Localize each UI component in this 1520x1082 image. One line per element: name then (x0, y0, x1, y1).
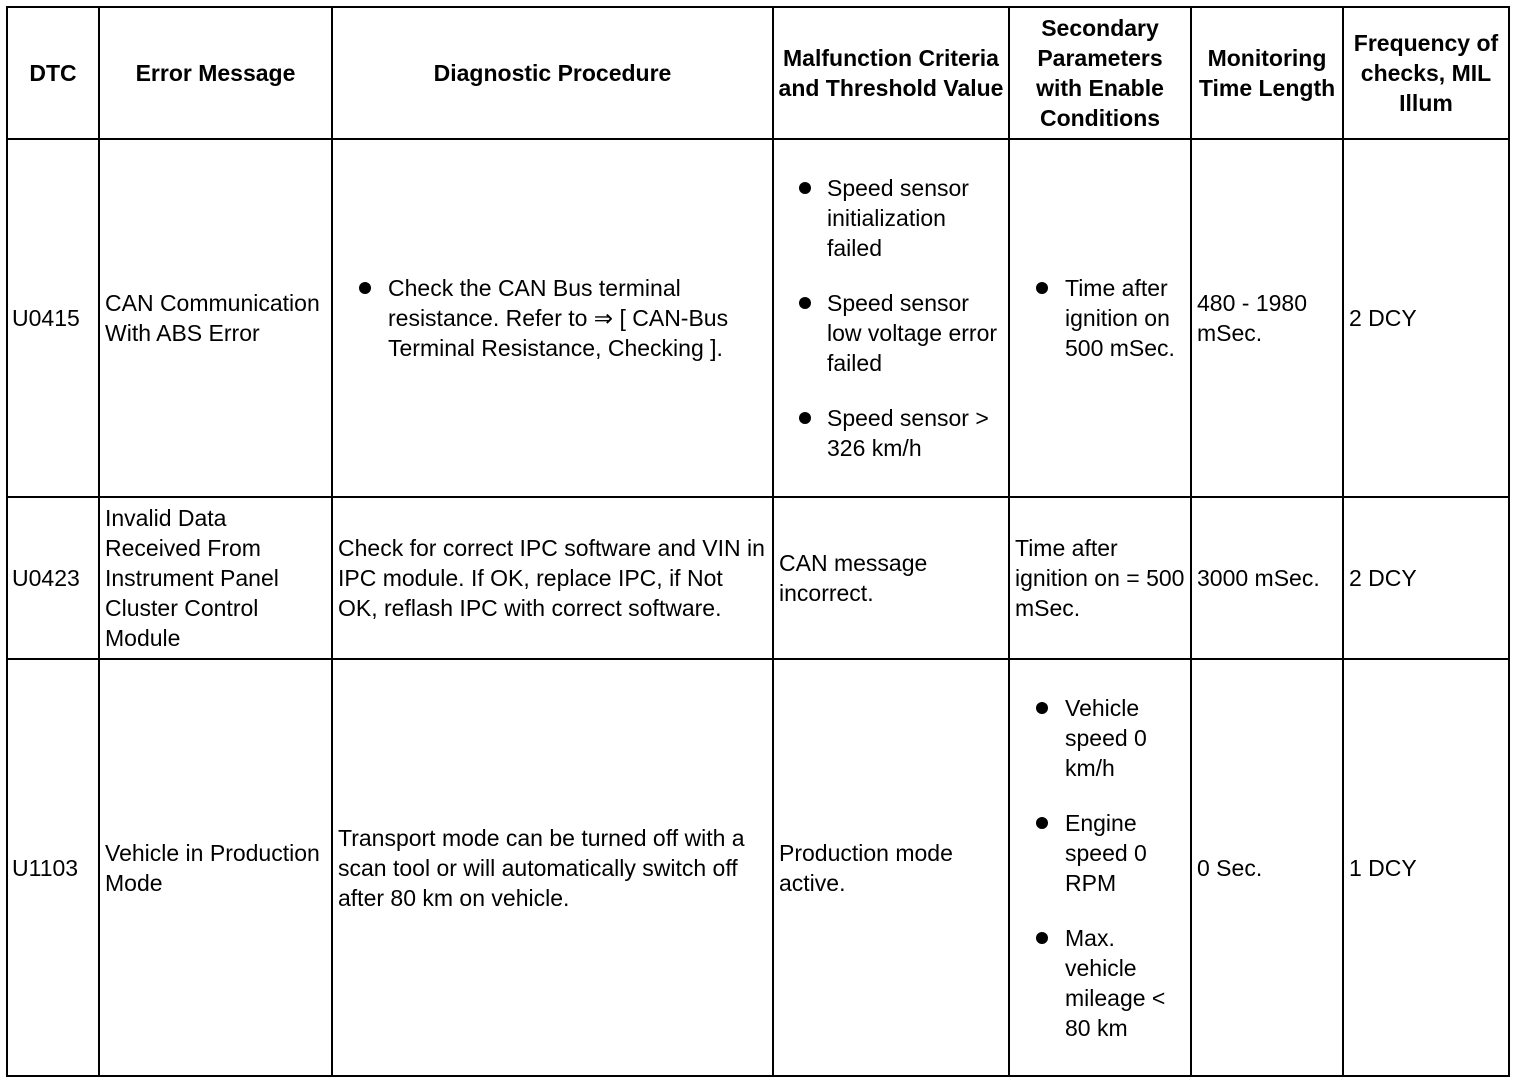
dtc-code: U1103 (7, 659, 99, 1076)
list-item: Speed sensor low voltage error failed (779, 288, 1003, 378)
table-row (7, 139, 1509, 497)
header-secondary-parameters: Secondary Parameters with Enable Conditions (1009, 7, 1191, 139)
secondary-list (1015, 273, 1185, 363)
frequency: 1 DCY (1343, 659, 1509, 1076)
malfunction-list (779, 173, 1003, 463)
error-message: CAN Communication With ABS Error (99, 139, 332, 497)
frequency: 2 DCY (1343, 497, 1509, 659)
header-diagnostic-procedure: Diagnostic Procedure (332, 7, 773, 139)
header-monitoring-time: Monitoring Time Length (1191, 7, 1343, 139)
list-item: Check the CAN Bus terminal resistance. Refer to ⇒ [ CAN-Bus Terminal Resistance, Checking ]. (338, 273, 767, 363)
monitoring-time: 480 - 1980 mSec. (1191, 139, 1343, 497)
secondary-parameters (1009, 139, 1191, 497)
header-malfunction-criteria: Malfunction Criteria and Threshold Value (773, 7, 1009, 139)
error-message: Invalid Data Received From Instrument Panel Cluster Control Module (99, 497, 332, 659)
procedure-list (338, 273, 767, 363)
list-item: Speed sensor initialization failed (779, 173, 1003, 263)
list-item: Speed sensor > 326 km/h (779, 403, 1003, 463)
table-row (7, 659, 1509, 1076)
dtc-table (6, 6, 1510, 1077)
table-row (7, 497, 1509, 659)
secondary-parameters (1009, 659, 1191, 1076)
malfunction-criteria (773, 139, 1009, 497)
header-error-message: Error Message (99, 7, 332, 139)
header-frequency: Frequency of checks, MIL Illum (1343, 7, 1509, 139)
diagnostic-procedure: Transport mode can be turned off with a scan tool or will automatically switch off after 80 km on vehicle. (332, 659, 773, 1076)
table-header-row (7, 7, 1509, 139)
secondary-parameters: Time after ignition on = 500 mSec. (1009, 497, 1191, 659)
list-item: Engine speed 0 RPM (1015, 808, 1185, 898)
secondary-list (1015, 693, 1185, 1043)
list-item: Max. vehicle mileage < 80 km (1015, 923, 1185, 1043)
diagnostic-procedure: Check for correct IPC software and VIN in IPC module. If OK, replace IPC, if Not OK, reflash IPC with correct software. (332, 497, 773, 659)
list-item: Vehicle speed 0 km/h (1015, 693, 1185, 783)
dtc-code: U0423 (7, 497, 99, 659)
monitoring-time: 0 Sec. (1191, 659, 1343, 1076)
error-message: Vehicle in Production Mode (99, 659, 332, 1076)
frequency: 2 DCY (1343, 139, 1509, 497)
monitoring-time: 3000 mSec. (1191, 497, 1343, 659)
diagnostic-procedure (332, 139, 773, 497)
malfunction-criteria: Production mode active. (773, 659, 1009, 1076)
header-dtc: DTC (7, 7, 99, 139)
list-item: Time after ignition on 500 mSec. (1015, 273, 1185, 363)
dtc-code: U0415 (7, 139, 99, 497)
malfunction-criteria: CAN message incorrect. (773, 497, 1009, 659)
